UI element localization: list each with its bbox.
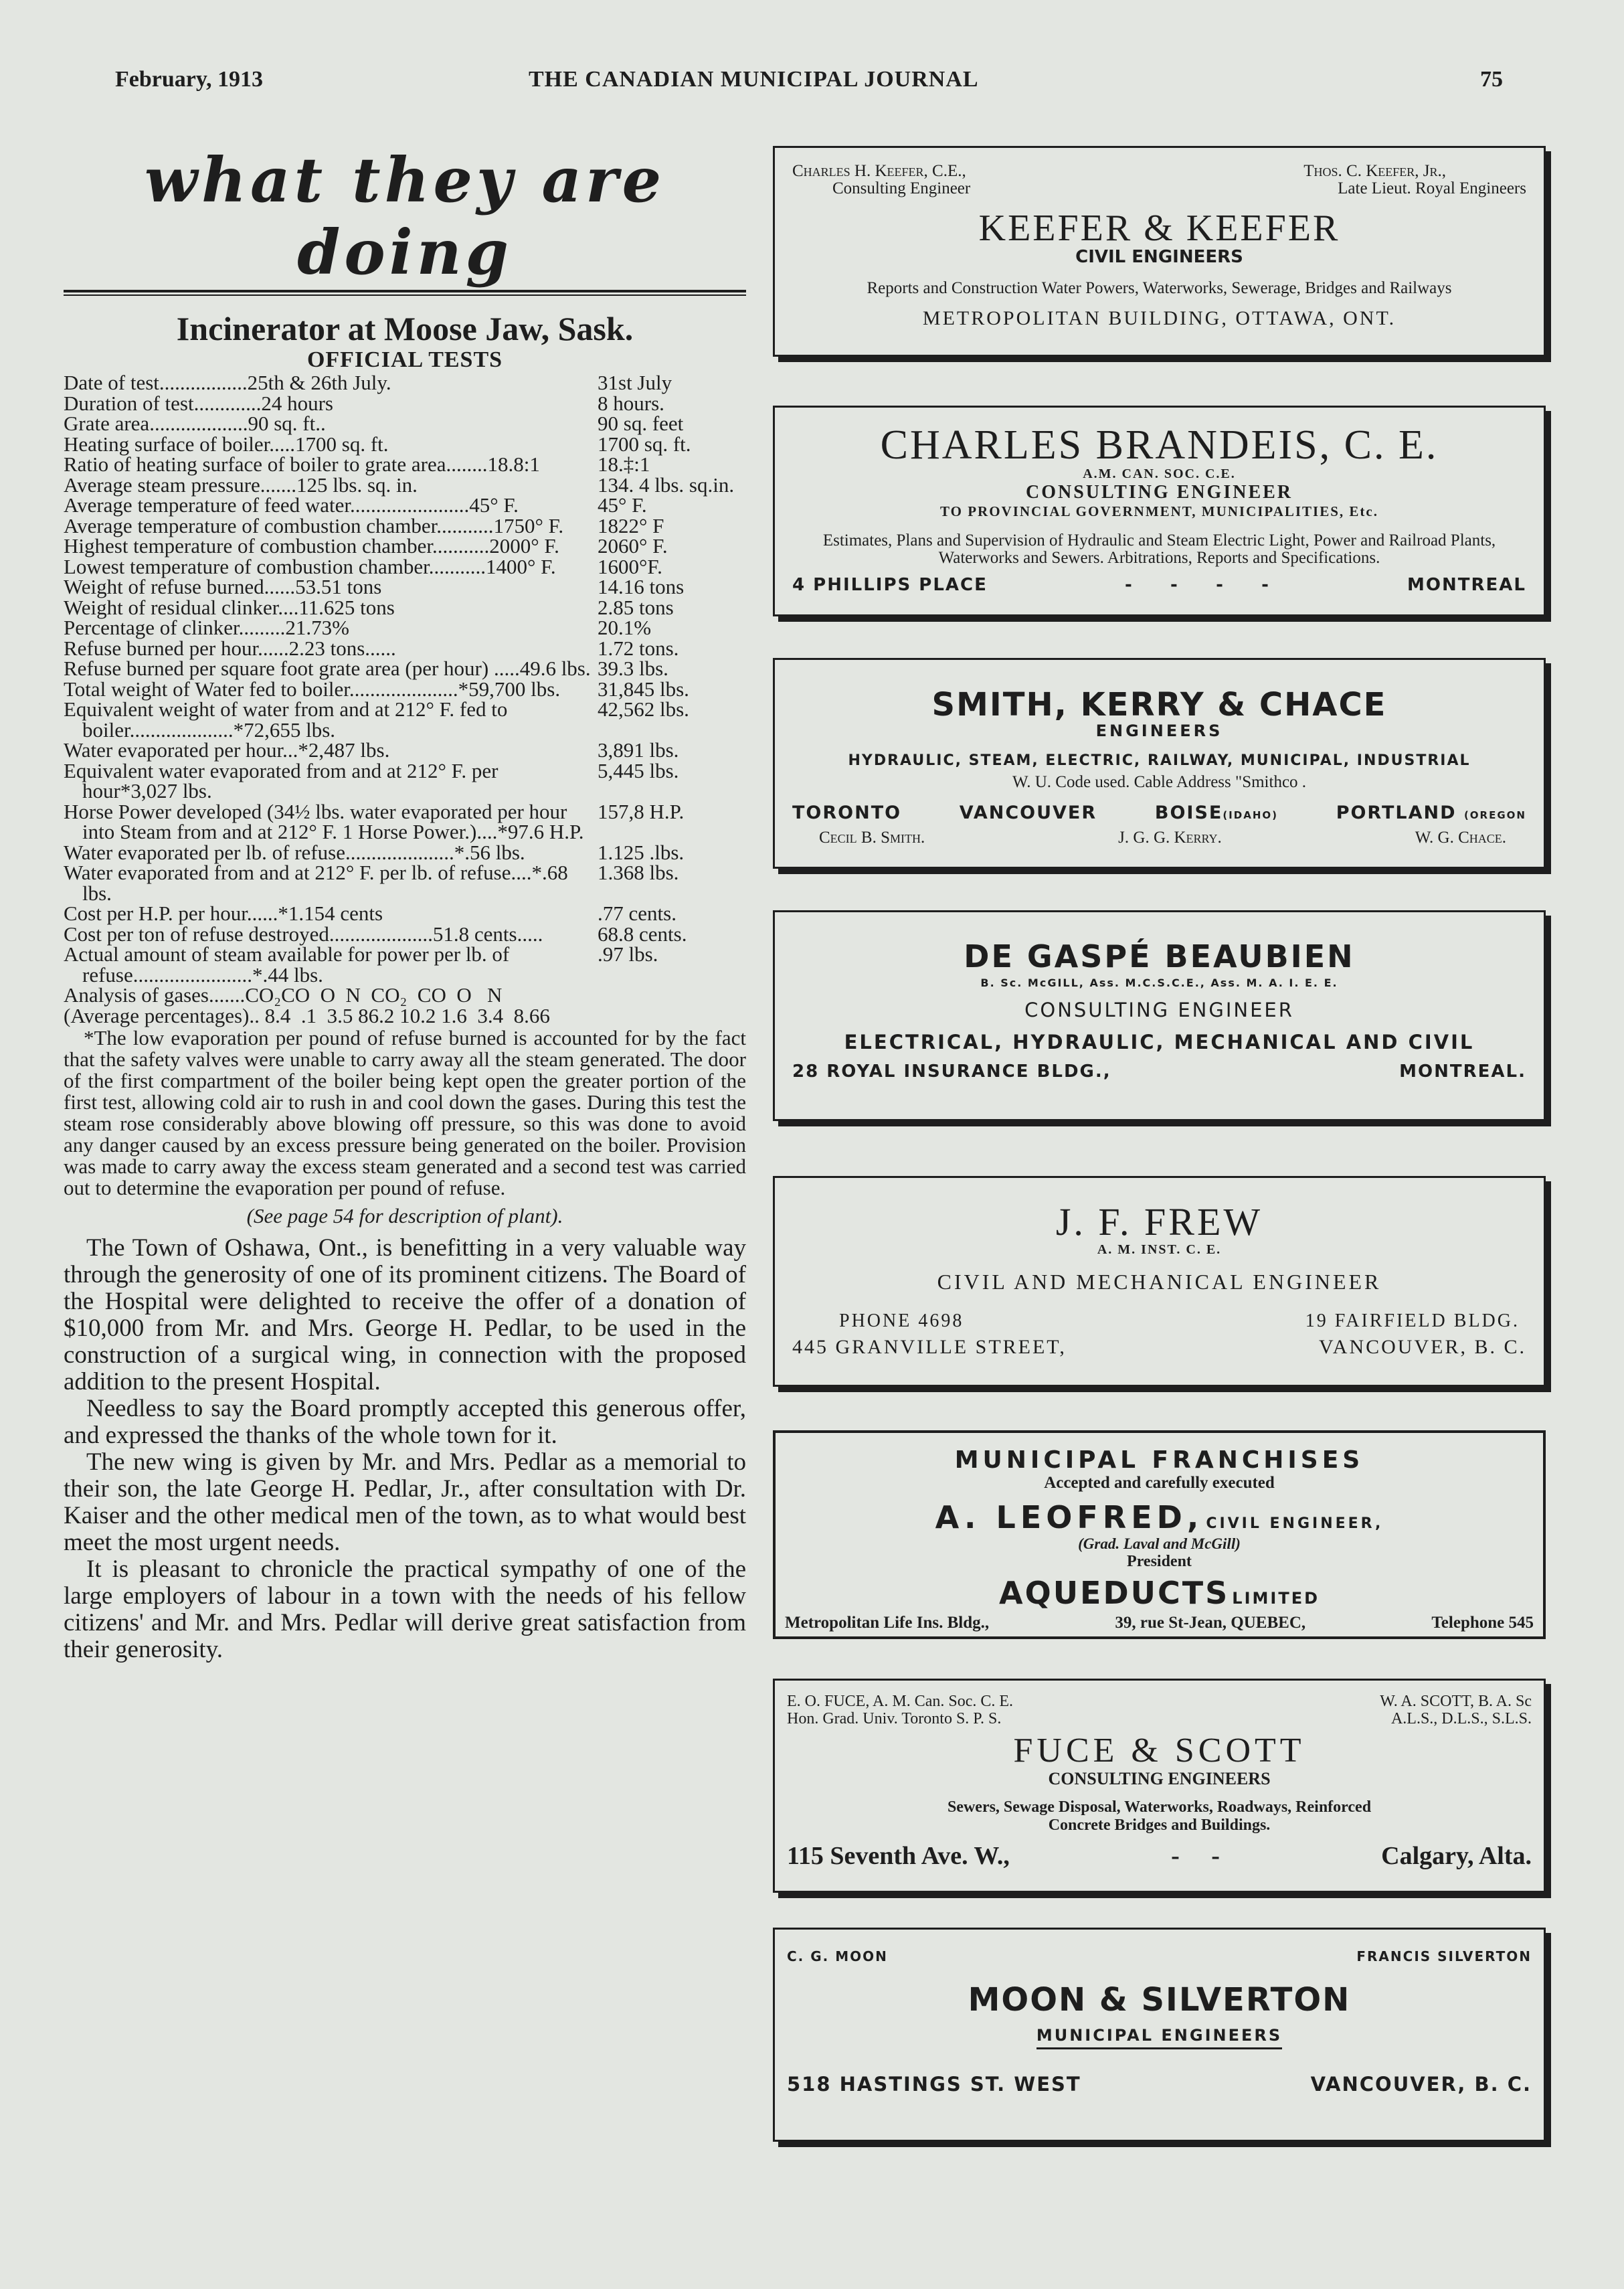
moon-address: 518 HASTINGS ST. WEST [787,2073,1081,2096]
leofred-name: A. LEOFRED, [935,1499,1204,1535]
test-row-label: Equivalent weight of water from and at 212° F. fed to boiler....................*72,655 lbs. [64,697,508,742]
test-row [64,904,746,924]
ad-fuce-scott [773,1679,1546,1893]
degaspe-creds: B. Sc. McGILL, Ass. M.C.S.C.E., Ass. M. A. I. E. E. [980,977,1338,989]
brandeis-dashes: - - - - [1124,575,1270,595]
test-row [64,536,746,557]
test-row [64,577,746,598]
keefer-desc: Reports and Construction Water Powers, Waterworks, Sewerage, Bridges and Railways [867,279,1452,297]
aqueducts-limited: LIMITED [1232,1589,1320,1608]
test-row [64,391,746,415]
ad-de-gaspe-beaubien [773,910,1546,1121]
test-row-second-value: 68.8 cents. [598,922,687,946]
test-row-second-value: 157,8 H.P. [598,799,685,823]
test-row-second-value: 1600°F. [598,554,662,578]
brandeis-clients: TO PROVINCIAL GOVERNMENT, MUNICIPALITIES, Etc. [940,503,1378,519]
gas-values-row [64,1003,746,1027]
brandeis-name: CHARLES BRANDEIS, C. E. [880,422,1439,468]
leofred-address-building: Metropolitan Life Ins. Bldg., [785,1614,990,1632]
test-row [64,373,746,394]
brandeis-desc: Estimates, Plans and Supervision of Hydraulic and Steam Electric Light, Power and Railroad Plants, Waterworks and Sewers. Arbitrations, Reports and Specifications. [822,531,1496,567]
smith-state-idaho: (IDAHO) [1223,809,1278,821]
test-row-label: Refuse burned per square foot grate area (per hour) .....49.6 lbs. [64,657,591,680]
smith-partner-1: Cecil B. Smith. [819,829,925,847]
test-row-label: Actual amount of steam available for power per lb. of refuse.......................*.44 lbs. [64,942,510,987]
test-row-second-value: 39.3 lbs. [598,657,668,680]
article-subtitle: OFFICIAL TESTS [306,347,503,372]
smith-partner-3: W. G. Chace. [1415,829,1506,847]
test-row-label: Water evaporated from and at 212° F. per lb. of refuse....*.68 lbs. [64,861,568,905]
test-row-label: Water evaporated per lb. of refuse.....................*.56 lbs. [64,840,525,864]
test-row-label: Equivalent water evaporated from and at 212° F. per hour*3,027 lbs. [64,758,499,802]
fuce-right-2: A.L.S., D.L.S., S.L.S. [1390,1710,1532,1727]
leofred-sub: Accepted and carefully executed [1044,1474,1275,1492]
moon-right-name: FRANCIS SILVERTON [1356,1948,1532,1964]
test-row [64,434,746,455]
frew-sub: CIVIL AND MECHANICAL ENGINEER [937,1270,1382,1294]
test-row [64,863,746,904]
test-row-label: Highest temperature of combustion chamber...........2000° F. [64,534,559,558]
section-masthead: what they are doing [144,144,666,288]
test-row [64,758,746,802]
test-row-second-value: 18.‡:1 [598,452,650,476]
header-date: February, 1913 [115,67,263,92]
test-row-label: Cost per ton of refuse destroyed....................51.8 cents..... [64,922,543,946]
ad-brandeis [773,406,1546,616]
test-row-label: Average temperature of feed water.......................45° F. [64,493,519,517]
smith-partner-2: J. G. G. Kerry. [1118,829,1222,847]
smith-code: W. U. Code used. Cable Address "Smithco . [1012,773,1307,791]
test-row [64,740,746,761]
test-row [64,699,746,740]
moon-city: VANCOUVER, B. C. [1310,2073,1532,2096]
ad-frew [773,1176,1546,1387]
brandeis-city: MONTREAL [1407,575,1526,595]
test-row [64,554,746,578]
test-row-second-value: 1700 sq. ft. [598,432,691,456]
test-row-second-value: 2.85 tons [598,595,674,619]
article-title: Incinerator at Moose Jaw, Sask. [176,310,634,347]
test-row-second-value: .77 cents. [598,902,676,925]
see-page-reference: (See page 54 for description of plant). [246,1204,563,1227]
leofred-head: MUNICIPAL FRANCHISES [954,1446,1364,1474]
test-row [64,840,746,864]
fuce-dashes: - - [1171,1842,1220,1870]
aqueducts-name: AQUEDUCTS [998,1575,1230,1611]
test-row-label: Ratio of heating surface of boiler to grate area........18.8:1 [64,452,540,476]
degaspe-sub: CONSULTING ENGINEER [1024,999,1294,1021]
test-row-label: Duration of test.............24 hours [64,391,333,415]
fuce-name: FUCE & SCOTT [1013,1731,1305,1770]
test-row-second-value: 45° F. [598,493,647,517]
test-row-second-value: 2060° F. [598,534,668,558]
header-title: THE CANADIAN MUNICIPAL JOURNAL [529,67,979,92]
test-row-second-value: 14.16 tons [598,575,685,598]
frew-city: VANCOUVER, B. C. [1319,1336,1526,1358]
test-row-second-value: 1.125 .lbs. [598,840,685,864]
test-row [64,495,746,516]
smith-city-vancouver: VANCOUVER [959,802,1097,823]
frew-creds: A. M. INST. C. E. [1097,1242,1222,1257]
test-row-label: Date of test.................25th & 26th July. [64,371,391,394]
degaspe-city: MONTREAL. [1399,1062,1526,1082]
test-row-label: Grate area...................90 sq. ft.. [64,412,326,435]
test-row-label: Percentage of clinker.........21.73% [64,616,349,639]
frew-phone: PHONE 4698 [839,1310,964,1331]
fuce-city: Calgary, Alta. [1381,1842,1532,1870]
test-row-label: Lowest temperature of combustion chamber...........1400° F. [64,554,556,578]
moon-left-name: C. G. MOON [787,1948,888,1964]
smith-types: HYDRAULIC, STEAM, ELECTRIC, RAILWAY, MUNICIPAL, INDUSTRIAL [848,752,1471,769]
fuce-desc-2: Concrete Bridges and Buildings. [1048,1816,1271,1834]
test-row [64,636,746,660]
test-row [64,659,746,679]
footnote: *The low evaporation per pound of refuse burned is accounted for by the fact that the safety valves were unable to carry away all the steam generated. The door of the first compartment of the boiler being kept open the greater portion of the first test, allowing cold air to rush in and cool down the gases. During this test the steam rose considerably above blowing off pressure, so this was done to avoid any danger caused by an excess pressure being generated on the boiler. Provision was made to carry away the excess steam generated and a second test was carried out to determine the evaporation per pound of refuse. [64,1026,746,1199]
test-row-label: Total weight of Water fed to boiler.....................*59,700 lbs. [64,677,561,701]
page-number: 75 [1480,67,1503,92]
keefer-name: KEEFER & KEEFER [978,207,1340,249]
test-row-second-value: 1.72 tons. [598,636,679,660]
ad-leofred [773,1430,1546,1639]
test-table [64,373,746,985]
fuce-right-1: W. A. SCOTT, B. A. Sc [1380,1693,1532,1710]
paragraph: It is pleasant to chronicle the practical sympathy of one of the large employers of labour in a town with the needs of his fellow citizens' and Mr. and Mrs. Pedlar will derive great satisfaction from their generosity. [64,1555,746,1663]
keefer-left-title: Consulting Engineer [832,179,971,197]
fuce-sub: CONSULTING ENGINEERS [1048,1769,1271,1788]
test-row [64,414,746,434]
test-row-second-value: 1822° F [598,513,664,537]
test-row-second-value: 8 hours. [598,391,664,415]
leofred-role: CIVIL ENGINEER, [1206,1515,1384,1532]
frew-name: J. F. FREW [1055,1200,1263,1244]
leofred-telephone: Telephone 545 [1431,1614,1534,1632]
brandeis-sub: CONSULTING ENGINEER [1025,482,1293,503]
fuce-left-2: Hon. Grad. Univ. Toronto S. P. S. [787,1710,1002,1727]
test-row-label: Refuse burned per hour......2.23 tons...... [64,636,396,660]
paragraph: The Town of Oshawa, Ont., is benefitting in a very valuable way through the generosity of one of its prominent citizens. The Board of the Hospital were delighted to receive the offer of a donation of $10,000 from Mr. and Mrs. George H. Pedlar, to be used in the construction of a surgical wing, in connection with the proposed addition to the present Hospital. [64,1234,746,1395]
test-row [64,595,746,619]
test-row-label: Average temperature of combustion chamber...........1750° F. [64,513,564,537]
brandeis-creds: A.M. CAN. SOC. C.E. [1083,467,1236,481]
fuce-left-1: E. O. FUCE, A. M. Can. Soc. C. E. [787,1693,1014,1710]
test-row-label: Water evaporated per hour...*2,487 lbs. [64,738,390,762]
test-row-second-value: 90 sq. feet [598,412,684,435]
test-row-second-value: 5,445 lbs. [598,758,679,782]
moon-sub: MUNICIPAL ENGINEERS [1036,2026,1282,2049]
degaspe-types: ELECTRICAL, HYDRAULIC, MECHANICAL AND CIVIL [844,1031,1475,1053]
test-row-second-value: 1.368 lbs. [598,861,679,884]
test-row-label: Horse Power developed (34½ lbs. water evaporated per hour into Steam from and at 212° F. 1 Horse Power.)....*97.6 H.P. [64,799,584,843]
smith-city-boise: BOISE [1154,802,1223,823]
test-row-second-value: .97 lbs. [598,942,658,966]
test-row-second-value: 31st July [598,371,672,394]
smith-name: SMITH, KERRY & CHACE [931,686,1387,724]
test-row-second-value: 20.1% [598,616,652,639]
keefer-address: METROPOLITAN BUILDING, OTTAWA, ONT. [922,307,1396,329]
keefer-right-name: Thos. C. Keefer, Jr., [1303,162,1446,180]
leofred-address-street: 39, rue St-Jean, QUEBEC, [1115,1614,1306,1632]
test-row [64,618,746,639]
test-row-label: Weight of refuse burned......53.51 tons [64,575,382,598]
fuce-desc-1: Sewers, Sewage Disposal, Waterworks, Roadways, Reinforced [947,1798,1372,1816]
fuce-address: 115 Seventh Ave. W., [787,1842,1010,1870]
masthead-rule [64,290,746,296]
paragraph: The new wing is given by Mr. and Mrs. Pedlar as a memorial to their son, the late George H. Pedlar, Jr., after consultation with Dr. Kaiser and the other medical men of the town, as to what would best meet the most urgent needs. [64,1448,746,1556]
test-row-label: Weight of residual clinker....11.625 tons [64,595,395,619]
degaspe-address: 28 ROYAL INSURANCE BLDG., [792,1062,1111,1082]
gas-analysis-row [64,985,746,1006]
test-row-second-value: 42,562 lbs. [598,697,689,721]
frew-building: 19 FAIRFIELD BLDG. [1305,1310,1520,1331]
test-row-second-value: 3,891 lbs. [598,738,679,762]
test-row [64,944,746,985]
keefer-right-title: Late Lieut. Royal Engineers [1338,179,1526,197]
test-row-second-value: 31,845 lbs. [598,677,689,701]
test-row-second-value: 134. 4 lbs. sq.in. [598,473,735,497]
smith-city-portland: PORTLAND [1336,802,1457,823]
test-row [64,454,746,475]
ad-moon-silverton [773,1928,1546,2142]
test-row [64,924,746,945]
moon-name: MOON & SILVERTON [968,1981,1351,2019]
smith-sub: ENGINEERS [1095,722,1223,740]
test-row [64,799,746,843]
ad-keefer [773,146,1546,357]
smith-state-oregon: (OREGON [1463,809,1526,821]
keefer-sub: CIVIL ENGINEERS [1075,247,1243,267]
leofred-president: President [1127,1553,1192,1570]
left-column [64,144,746,1663]
test-row [64,513,746,537]
degaspe-name: DE GASPÉ BEAUBIEN [964,938,1355,974]
test-row-label: Cost per H.P. per hour......*1.154 cents [64,902,383,925]
gas-label: Analysis of gases.......CO₂CO O N CO₂ CO O N [64,983,503,1007]
gas-values: (Average percentages).. 8.4 .1 3.5 86.2 10.2 1.6 3.4 8.66 [64,1003,550,1027]
smith-city-toronto: TORONTO [792,802,902,823]
ad-smith-kerry-chace [773,658,1546,869]
test-row [64,679,746,700]
paragraph: Needless to say the Board promptly accepted this generous offer, and expressed the thanks of the whole town for it. [64,1395,746,1449]
frew-street: 445 GRANVILLE STREET, [792,1336,1067,1358]
keefer-left-name: Charles H. Keefer, C.E., [792,162,966,180]
test-row-label: Heating surface of boiler.....1700 sq. ft. [64,432,389,456]
leofred-grad: (Grad. Laval and McGill) [1078,1535,1241,1552]
test-row [64,475,746,496]
test-row-label: Average steam pressure.......125 lbs. sq. in. [64,473,418,497]
brandeis-address: 4 PHILLIPS PLACE [792,575,988,595]
